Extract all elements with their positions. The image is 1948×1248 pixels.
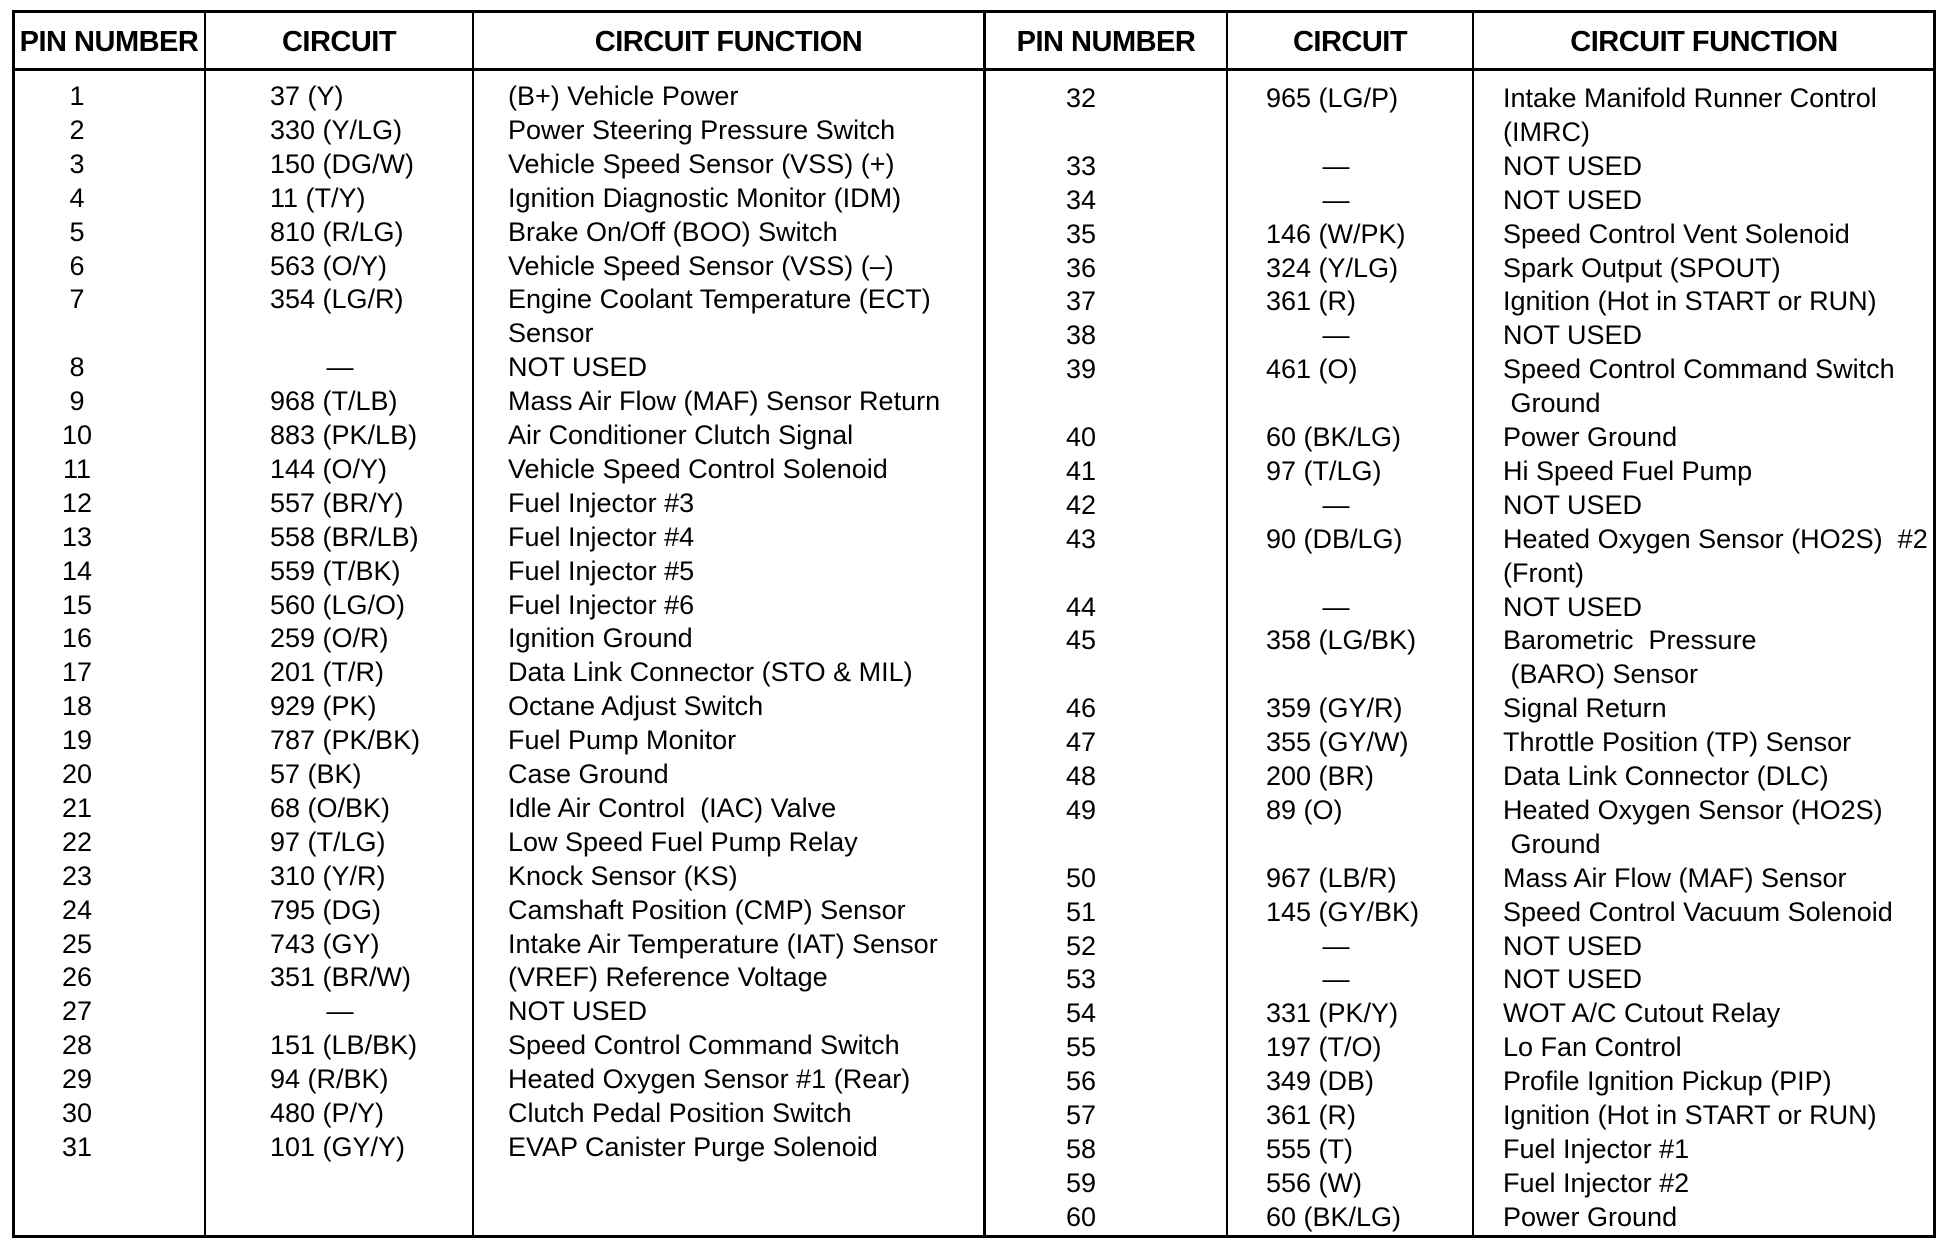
circuit-code: 558 (BR/LB)	[270, 521, 419, 552]
pin-number: 49	[1065, 794, 1097, 825]
circuit-function: (B+) Vehicle Power	[508, 81, 739, 111]
pin-number: 17	[61, 657, 93, 688]
circuit-code: 555 (T)	[1266, 1133, 1354, 1164]
circuit-function: Lo Fan Control	[1503, 1032, 1682, 1063]
circuit-function: Camshaft Position (CMP) Sensor	[508, 894, 906, 925]
pin-number: 2	[69, 114, 85, 145]
circuit-function: Speed Control Vacuum Solenoid	[1503, 896, 1893, 927]
column-divider	[1226, 10, 1228, 1238]
circuit-code: 201 (T/R)	[270, 657, 385, 688]
pin-number: 19	[61, 725, 93, 756]
circuit-function: Vehicle Speed Control Solenoid	[508, 453, 888, 484]
circuit-function: Hi Speed Fuel Pump	[1503, 455, 1753, 486]
pin-number: 52	[1065, 930, 1097, 961]
circuit-function: Mass Air Flow (MAF) Sensor	[1503, 862, 1847, 893]
pin-number: 45	[1065, 625, 1097, 656]
circuit-function: Ignition Ground	[508, 623, 693, 654]
circuit-function: Brake On/Off (BOO) Switch	[508, 216, 838, 247]
pin-number: 36	[1065, 252, 1097, 283]
pin-number: 32	[1065, 83, 1097, 113]
circuit-function: Power Ground	[1503, 1201, 1678, 1232]
circuit-function: Mass Air Flow (MAF) Sensor Return	[508, 386, 941, 417]
circuit-code: 60 (BK/LG)	[1266, 1201, 1402, 1232]
pin-number: 48	[1065, 761, 1097, 791]
circuit-code: 331 (PK/Y)	[1266, 998, 1399, 1029]
circuit-code: 60 (BK/LG)	[1266, 422, 1402, 452]
column-divider	[472, 10, 474, 1238]
circuit-function: Vehicle Speed Sensor (VSS) (–)	[508, 250, 894, 281]
pin-number: 43	[1065, 523, 1097, 554]
circuit-function: NOT USED	[1503, 591, 1643, 622]
pin-number: 11	[62, 453, 92, 484]
circuit-code: 68 (O/BK)	[270, 792, 391, 823]
circuit-code: 929 (PK)	[270, 691, 377, 722]
circuit-code: 358 (LG/BK)	[1266, 625, 1417, 656]
circuit-code: 349 (DB)	[1266, 1066, 1375, 1097]
pin-number: 34	[1065, 184, 1097, 215]
circuit-function: Power Ground	[1503, 422, 1678, 452]
circuit-code: 743 (GY)	[270, 928, 380, 959]
circuit-code: 354 (LG/R)	[270, 284, 404, 315]
circuit-function: Fuel Injector #2	[1503, 1167, 1690, 1198]
circuit-code: 324 (Y/LG)	[1266, 252, 1399, 283]
pin-number: 37	[1065, 286, 1097, 317]
pin-number: 56	[1065, 1066, 1097, 1097]
circuit-function: Air Conditioner Clutch Signal	[508, 420, 854, 450]
pin-number: 16	[61, 623, 93, 654]
circuit-code: 146 (W/PK)	[1266, 218, 1406, 249]
circuit-code: 883 (PK/LB)	[270, 420, 418, 450]
circuit-function: Intake Manifold Runner Control	[1503, 83, 1877, 113]
circuit-function: Idle Air Control (IAC) Valve	[508, 792, 837, 823]
circuit-code: 197 (T/O)	[1266, 1032, 1382, 1063]
circuit-function: Ignition (Hot in START or RUN)	[1503, 1100, 1877, 1130]
circuit-function: Ground	[1503, 828, 1601, 859]
circuit-function: Case Ground	[508, 759, 669, 789]
pin-number: 1	[69, 81, 85, 111]
pin-number: 23	[61, 860, 93, 891]
pin-number: 50	[1065, 862, 1097, 893]
pin-number: 9	[69, 386, 85, 417]
pin-number: 59	[1065, 1167, 1097, 1198]
column-divider	[1472, 10, 1474, 1238]
circuit-code: 11 (T/Y)	[270, 182, 366, 213]
circuit-function: NOT USED	[1503, 150, 1643, 181]
circuit-code: 556 (W)	[1266, 1167, 1363, 1198]
circuit-code: 359 (GY/R)	[1266, 693, 1403, 724]
pin-number: 30	[61, 1098, 93, 1128]
pin-number: 57	[1065, 1100, 1097, 1130]
circuit-code: 787 (PK/BK)	[270, 725, 421, 756]
circuit-code: 795 (DG)	[270, 894, 382, 925]
circuit-code: 89 (O)	[1266, 794, 1343, 825]
circuit-function: (IMRC)	[1503, 116, 1590, 147]
circuit-code: 461 (O)	[1266, 354, 1358, 385]
circuit-function: (VREF) Reference Voltage	[508, 962, 828, 993]
circuit-function: NOT USED	[1503, 964, 1643, 995]
header-pin-number-right: PIN NUMBER	[1016, 26, 1196, 58]
circuit-function: Engine Coolant Temperature (ECT)	[508, 284, 931, 315]
pin-number: 54	[1065, 998, 1097, 1029]
pin-number: 55	[1065, 1032, 1097, 1063]
pin-number: 35	[1065, 218, 1097, 249]
circuit-function: NOT USED	[1503, 930, 1643, 961]
header-circuit-right: CIRCUIT	[1292, 26, 1408, 58]
circuit-function: Throttle Position (TP) Sensor	[1503, 727, 1852, 758]
circuit-function: Fuel Pump Monitor	[508, 725, 737, 756]
circuit-function: Ground	[1503, 388, 1601, 419]
pin-number: 4	[69, 182, 85, 213]
circuit-code: 967 (LB/R)	[1266, 862, 1397, 893]
circuit-function: Profile Ignition Pickup (PIP)	[1503, 1066, 1832, 1097]
pin-number: 41	[1065, 455, 1097, 486]
circuit-code: 151 (LB/BK)	[270, 1030, 418, 1061]
circuit-code: —	[1322, 591, 1350, 622]
pin-number: 29	[61, 1064, 93, 1095]
pin-number: 38	[1065, 320, 1097, 351]
circuit-function: Knock Sensor (KS)	[508, 860, 738, 891]
circuit-code: 97 (T/LG)	[270, 826, 386, 857]
circuit-function: Data Link Connector (STO & MIL)	[508, 657, 913, 688]
pin-number: 24	[61, 894, 93, 925]
circuit-function: Octane Adjust Switch	[508, 691, 764, 722]
circuit-code: 57 (BK)	[270, 759, 362, 789]
header-circuit-function-left: CIRCUIT FUNCTION	[594, 26, 863, 58]
circuit-function: WOT A/C Cutout Relay	[1503, 998, 1781, 1029]
circuit-function: Speed Control Command Switch	[1503, 354, 1895, 385]
pin-number: 33	[1065, 150, 1097, 181]
circuit-code: 480 (P/Y)	[270, 1098, 385, 1128]
circuit-code: —	[1322, 489, 1350, 520]
circuit-function: Data Link Connector (DLC)	[1503, 761, 1829, 791]
circuit-code: 330 (Y/LG)	[270, 114, 403, 145]
circuit-code: 101 (GY/Y)	[270, 1131, 406, 1162]
circuit-code: 559 (T/BK)	[270, 555, 401, 586]
pin-number: 22	[61, 826, 93, 857]
circuit-function: Vehicle Speed Sensor (VSS) (+)	[508, 148, 895, 179]
pin-number: 18	[61, 691, 93, 722]
circuit-function: Heated Oxygen Sensor (HO2S)	[1503, 794, 1883, 825]
circuit-function: Intake Air Temperature (IAT) Sensor	[508, 928, 938, 959]
pin-number: 5	[69, 216, 85, 247]
circuit-code: 97 (T/LG)	[1266, 455, 1382, 486]
circuit-function: Power Steering Pressure Switch	[508, 114, 896, 145]
circuit-code: 965 (LG/P)	[1266, 83, 1399, 113]
pin-number: 25	[61, 928, 93, 959]
circuit-function: Fuel Injector #1	[1503, 1133, 1690, 1164]
pin-number: 26	[61, 962, 93, 993]
pin-number: 40	[1065, 422, 1097, 452]
circuit-function: Heated Oxygen Sensor (HO2S) #2	[1503, 523, 1928, 554]
header-circuit-left: CIRCUIT	[281, 26, 397, 58]
circuit-code: 355 (GY/W)	[1266, 727, 1409, 758]
circuit-function: NOT USED	[508, 352, 648, 383]
circuit-code: 37 (Y)	[270, 81, 344, 111]
circuit-code: —	[1322, 184, 1350, 215]
circuit-function: (BARO) Sensor	[1503, 659, 1699, 690]
circuit-code: —	[326, 352, 354, 383]
circuit-code: 810 (R/LG)	[270, 216, 404, 247]
header-divider	[12, 68, 1936, 71]
circuit-code: 145 (GY/BK)	[1266, 896, 1420, 927]
circuit-function: Speed Control Command Switch	[508, 1030, 900, 1061]
circuit-function: Fuel Injector #5	[508, 555, 695, 586]
pin-number: 42	[1065, 489, 1097, 520]
pin-number: 28	[61, 1030, 93, 1061]
pin-number: 14	[61, 555, 93, 586]
pin-number: 13	[61, 521, 93, 552]
circuit-function: Fuel Injector #4	[508, 521, 695, 552]
pin-number: 47	[1065, 727, 1097, 758]
pin-number: 7	[69, 284, 85, 315]
circuit-code: —	[1322, 930, 1350, 961]
circuit-code: 361 (R)	[1266, 286, 1357, 317]
pin-number: 46	[1065, 693, 1097, 724]
circuit-function: Ignition Diagnostic Monitor (IDM)	[508, 182, 902, 213]
pin-number: 20	[61, 759, 93, 789]
circuit-function: NOT USED	[1503, 320, 1643, 351]
circuit-code: —	[1322, 964, 1350, 995]
circuit-code: 90 (DB/LG)	[1266, 523, 1403, 554]
circuit-function: EVAP Canister Purge Solenoid	[508, 1131, 878, 1162]
circuit-code: 563 (O/Y)	[270, 250, 388, 281]
circuit-function: (Front)	[1503, 557, 1584, 588]
pin-number: 39	[1065, 354, 1097, 385]
circuit-code: 968 (T/LB)	[270, 386, 398, 417]
circuit-function: Spark Output (SPOUT)	[1503, 252, 1781, 283]
pin-number: 60	[1065, 1201, 1097, 1232]
circuit-code: 200 (BR)	[1266, 761, 1375, 791]
pin-number: 44	[1065, 591, 1097, 622]
center-divider	[983, 10, 986, 1238]
circuit-code: 94 (R/BK)	[270, 1064, 389, 1095]
circuit-function: Low Speed Fuel Pump Relay	[508, 826, 858, 857]
circuit-function: Speed Control Vent Solenoid	[1503, 218, 1850, 249]
circuit-code: —	[1322, 320, 1350, 351]
circuit-function: Fuel Injector #3	[508, 487, 695, 518]
pin-number: 6	[69, 250, 85, 281]
circuit-code: —	[326, 996, 354, 1027]
circuit-code: 557 (BR/Y)	[270, 487, 404, 518]
pin-number: 12	[61, 487, 93, 518]
circuit-function: Heated Oxygen Sensor #1 (Rear)	[508, 1064, 911, 1095]
circuit-function: Fuel Injector #6	[508, 589, 695, 620]
circuit-code: 144 (O/Y)	[270, 453, 388, 484]
circuit-code: —	[1322, 150, 1350, 181]
circuit-code: 560 (LG/O)	[270, 589, 406, 620]
pin-number: 53	[1065, 964, 1097, 995]
circuit-code: 259 (O/R)	[270, 623, 389, 654]
pin-number: 3	[69, 148, 85, 179]
circuit-function: Sensor	[508, 318, 594, 349]
circuit-function: Ignition (Hot in START or RUN)	[1503, 286, 1877, 317]
circuit-function: Signal Return	[1503, 693, 1667, 724]
pin-number: 27	[61, 996, 93, 1027]
circuit-code: 351 (BR/W)	[270, 962, 412, 993]
header-circuit-function-right: CIRCUIT FUNCTION	[1570, 26, 1838, 58]
circuit-function: NOT USED	[508, 996, 648, 1027]
circuit-function: Clutch Pedal Position Switch	[508, 1098, 852, 1128]
circuit-function: Barometric Pressure	[1503, 625, 1757, 656]
circuit-code: 361 (R)	[1266, 1100, 1357, 1130]
pin-number: 15	[61, 589, 93, 620]
column-divider	[204, 10, 206, 1238]
pin-number: 51	[1065, 896, 1097, 927]
pin-number: 21	[61, 792, 93, 823]
header-pin-number-left: PIN NUMBER	[19, 26, 199, 58]
circuit-code: 150 (DG/W)	[270, 148, 415, 179]
circuit-function: NOT USED	[1503, 184, 1643, 215]
pin-number: 10	[61, 420, 93, 450]
circuit-function: NOT USED	[1503, 489, 1643, 520]
circuit-code: 310 (Y/R)	[270, 860, 386, 891]
pin-number: 8	[69, 352, 85, 383]
pin-number: 31	[61, 1131, 93, 1162]
pin-number: 58	[1065, 1133, 1097, 1164]
